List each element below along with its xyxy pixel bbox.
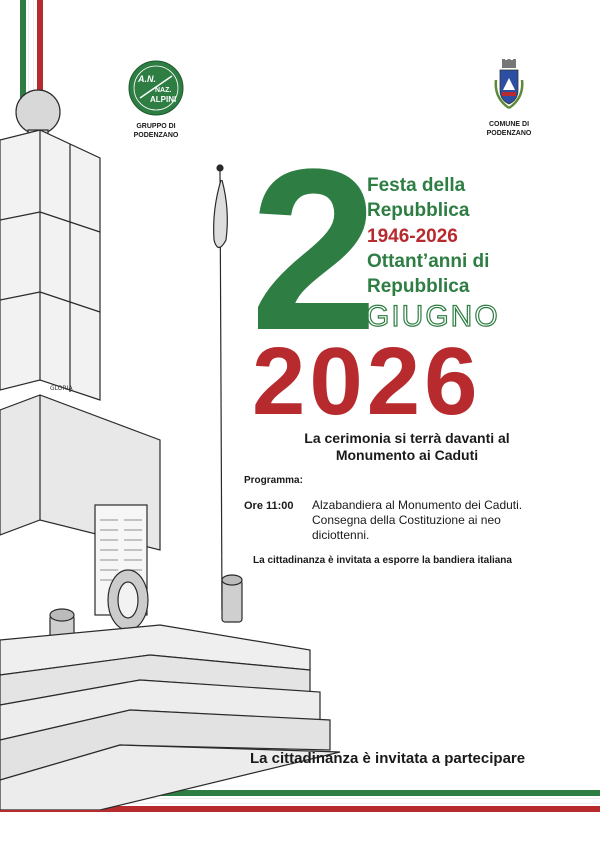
program-description <box>312 498 572 543</box>
headline-month: GIUGNO <box>366 300 500 333</box>
headline-line1: Festa della <box>367 175 466 196</box>
alpini-logo-word: ALPINI <box>150 95 177 104</box>
alpini-logo-initials: A.N. <box>138 74 156 84</box>
ceremony-line2: Monumento ai Caduti <box>335 447 479 463</box>
program-label: Programma: <box>244 475 303 486</box>
program-desc-line1: Alzabandiera al Monumento dei Caduti. <box>312 498 523 512</box>
program-time: Ore 11:00 <box>244 500 294 512</box>
program-desc-line3: diciottenni. <box>312 528 370 542</box>
program-desc-line2: Consegna della Costituzione ai neo <box>312 513 501 527</box>
headline-years: 1946-2026 <box>367 226 458 247</box>
alpini-logo-badge: NAZ. <box>155 87 172 94</box>
headline-line2: Repubblica <box>367 200 470 221</box>
comune-caption-line1: COMUNE DI <box>488 121 530 128</box>
ceremony-line1: La cerimonia si terrà davanti al <box>304 430 510 446</box>
invitation-text: La cittadinanza è invitata a partecipare <box>250 750 526 767</box>
alpini-caption-line2: PODENZANO <box>133 132 179 139</box>
headline-line5: Repubblica <box>367 276 470 297</box>
svg-text:GLORIA: GLORIA <box>50 385 73 392</box>
headline-line4: Ottant’anni di <box>367 251 490 272</box>
ceremony-note <box>262 430 552 464</box>
headline-day: 2 <box>250 121 374 378</box>
alpini-caption-line1: GRUPPO DI <box>136 123 176 130</box>
municipal-crest-icon <box>493 58 525 112</box>
flag-note: La cittadinanza è invitata a esporre la bandiera italiana <box>253 555 512 566</box>
comune-caption-line2: PODENZANO <box>486 130 532 137</box>
municipal-crest-caption <box>466 120 552 138</box>
headline-year: 2026 <box>252 328 482 435</box>
